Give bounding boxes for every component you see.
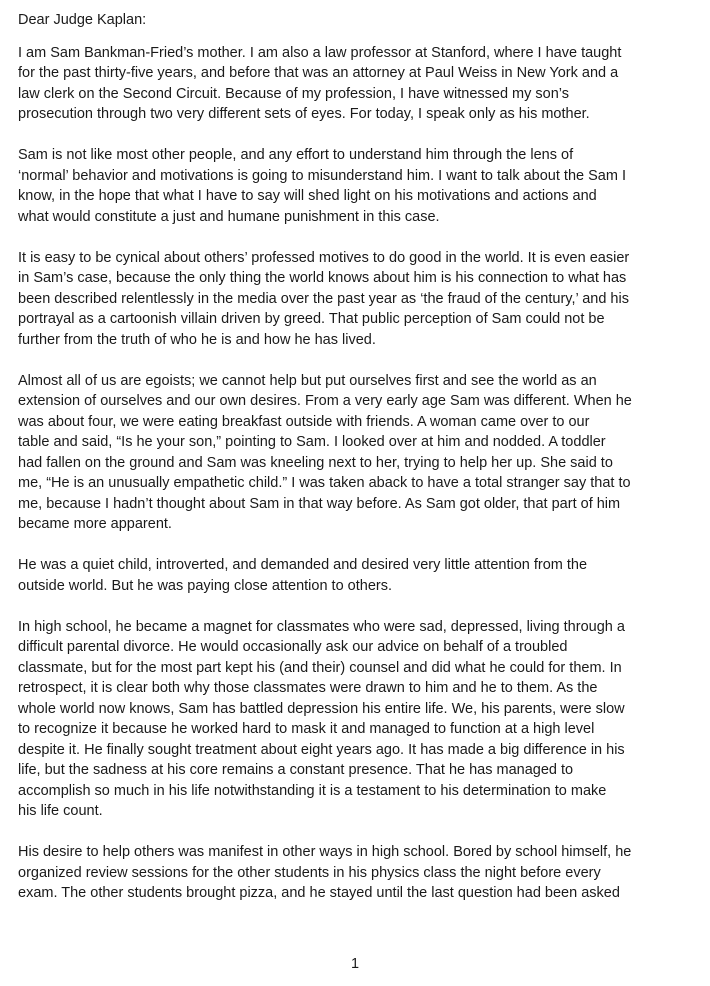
- paragraph-line: know, in the hope that what I have to say will shed light on his motivations and actions and: [18, 188, 597, 204]
- paragraph-1: [18, 43, 710, 125]
- paragraph-line: further from the truth of who he is and how he has lived.: [18, 331, 376, 348]
- paragraph-line: became more apparent.: [18, 516, 172, 532]
- paragraph-line: retrospect, it is clear both why those classmates were drawn to him and he to them. As the: [18, 680, 598, 696]
- paragraph-2: [18, 145, 710, 227]
- paragraph-line: table and said, “Is he your son,” pointing to Sam. I looked over at him and nodded. A toddler: [18, 434, 606, 450]
- paragraph-line: in Sam’s case, because the only thing the world knows about him is his connection to what has: [18, 270, 627, 286]
- paragraph-4: [18, 371, 710, 535]
- paragraph-line: organized review sessions for the other students in his physics class the night before every: [18, 864, 601, 881]
- paragraph-3: [18, 248, 710, 351]
- page-number: 1: [350, 956, 360, 972]
- paragraph-line: His desire to help others was manifest in other ways in high school. Bored by school himself, he: [18, 844, 632, 860]
- paragraph-line: life, but the sadness at his core remains a constant presence. That he has managed to: [18, 762, 574, 778]
- paragraph-line: He was a quiet child, introverted, and demanded and desired very little attention from the: [18, 557, 588, 573]
- paragraph-line: outside world. But he was paying close attention to others.: [18, 577, 392, 594]
- paragraph-line: I am Sam Bankman-Fried’s mother. I am also a law professor at Stanford, where I have taught: [18, 44, 622, 61]
- paragraph-line: been described relentlessly in the media over the past year as ‘the fraud of the century,’ and his: [18, 290, 629, 307]
- paragraph-line: me, “He is an unusually empathetic child.” I was taken aback to have a total stranger say that to: [18, 475, 631, 491]
- paragraph-line: difficult parental divorce. He would occasionally ask our advice on behalf of a troubled: [18, 639, 568, 655]
- paragraph-5: [18, 555, 710, 596]
- paragraph-line: accomplish so much in his life notwithstanding it is a testament to his determination to make: [18, 782, 607, 799]
- paragraph-line: classmate, but for the most part kept his (and their) counsel and did what he could for them. In: [18, 659, 622, 676]
- paragraph-line: ‘normal’ behavior and motivations is going to misunderstand him. I want to talk about the Sam I: [18, 167, 626, 184]
- paragraph-line: extension of ourselves and our own desires. From a very early age Sam was different. When he: [18, 393, 632, 409]
- paragraph-line: what would constitute a just and humane punishment in this case.: [18, 208, 440, 225]
- paragraph-7: [18, 842, 710, 904]
- paragraph-line: whole world now knows, Sam has battled depression his entire life. We, his parents, were slow: [18, 700, 625, 717]
- paragraph-6: [18, 617, 710, 822]
- paragraph-line: It is easy to be cynical about others’ professed motives to do good in the world. It is even easier: [18, 249, 630, 266]
- paragraph-line: despite it. He finally sought treatment about eight years ago. It has made a big difference in his: [18, 741, 625, 758]
- paragraph-line: Sam is not like most other people, and any effort to understand him through the lens of: [18, 147, 574, 163]
- paragraph-line: In high school, he became a magnet for classmates who were sad, depressed, living through a: [18, 618, 625, 635]
- paragraph-line: law clerk on the Second Circuit. Because of my profession, I have witnessed my son’s: [18, 85, 569, 102]
- paragraph-line: to recognize it because he worked hard to mask it and managed to function at a high level: [18, 721, 595, 737]
- paragraph-line: portrayal as a cartoonish villain driven by greed. That public perception of Sam could not be: [18, 311, 605, 327]
- paragraph-line: for the past thirty-five years, and before that was an attorney at Paul Weiss in New York and a: [18, 65, 619, 81]
- paragraph-line: me, because I hadn’t thought about Sam in that way before. As Sam got older, that part of him: [18, 495, 621, 512]
- paragraph-line: had fallen on the ground and Sam was kneeling next to her, trying to help her up. She said to: [18, 454, 613, 471]
- paragraph-line: exam. The other students brought pizza, and he stayed until the last question had been asked: [18, 885, 620, 901]
- salutation: Dear Judge Kaplan:: [18, 12, 147, 28]
- paragraph-line: was about four, we were eating breakfast outside with friends. A woman came over to our: [18, 413, 590, 430]
- paragraph-line: Almost all of us are egoists; we cannot help but put ourselves first and see the world as an: [18, 372, 597, 389]
- paragraph-line: his life count.: [18, 803, 103, 819]
- paragraph-line: prosecution through two very different sets of eyes. For today, I speak only as his mother.: [18, 106, 590, 122]
